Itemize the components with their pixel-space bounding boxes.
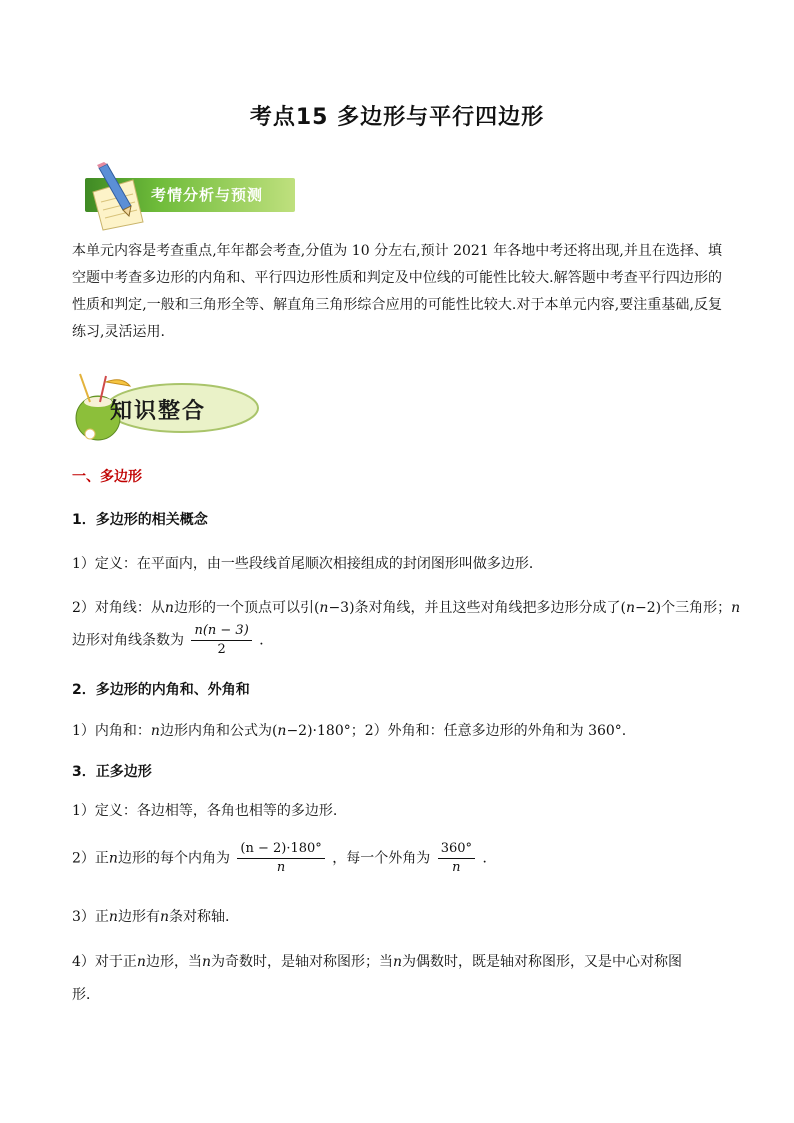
symmetry-axis-line: 3）正n边形有n条对称轴. xyxy=(72,909,230,925)
definition-line: 1）定义：在平面内，由一些段线首尾顺次相接组成的封闭图形叫做多边形． xyxy=(72,556,543,572)
subsection-heading: 1．多边形的相关概念 xyxy=(72,512,208,528)
badge-label: 知识整合 xyxy=(110,398,207,424)
angle-sum-line: 1）内角和：n边形内角和公式为(n−2)·180°；2）外角和：任意多边形的外角和为 360°. xyxy=(72,723,627,739)
diagonal-count-fraction: $\frac{n(n - 3)}{2}$ xyxy=(191,622,251,659)
diagonal-count-line: 边形对角线条数为 $\frac{n(n - 3)}{2}$ ． xyxy=(72,623,274,657)
symmetry-type-line: 4）对于正n边形，当n为奇数时，是轴对称图形；当n为偶数时，既是轴对称图形，又是中心对称图 xyxy=(72,954,683,970)
page-title: 考点15 多边形与平行四边形 xyxy=(249,105,545,130)
pencil-paper-icon xyxy=(85,162,155,232)
subsection-heading: 2．多边形的内角和、外角和 xyxy=(72,682,250,698)
badge-label: 考情分析与预测 xyxy=(151,186,264,204)
regular-polygon-definition: 1）定义：各边相等，各角也相等的多边形. xyxy=(72,803,338,819)
knowledge-badge xyxy=(70,372,260,444)
interior-angle-fraction: $\frac{(n - 2)\cdot 180^\circ}{n}$ xyxy=(237,840,324,877)
section-heading: 一、多边形 xyxy=(72,469,142,485)
diagonal-line: 2）对角线：从n边形的一个顶点可以引(n−3)条对角线，并且这些对角线把多边形分成了(n−2)个三角形；n xyxy=(72,600,741,616)
exterior-angle-fraction: $\frac{360^\circ}{n}$ xyxy=(438,840,475,877)
subsection-heading: 3．正多边形 xyxy=(72,764,152,780)
intro-paragraph: 本单元内容是考查重点,年年都会考查,分值为 10 分左右,预计 2021 年各地中考还将出现,并且在选择、填空题中考查多边形的内角和、平行四边形性质和判定及中位线的可能性比较大.解答题中考查平行四边形的性质和判定,一般和三角形全等、解直角三角形综合应用的可能性比较大.对于本单元内容,要注重基础,反复练习,灵活运用. xyxy=(72,243,722,340)
interior-angle-line: 2）正n边形的每个内角为 $\frac{(n - 2)\cdot 180^\circ}{n}$ ，每一个外角为 $\frac{360^\circ}{n}$ ． xyxy=(72,841,497,875)
analysis-badge xyxy=(85,162,299,232)
symmetry-type-line-end: 形． xyxy=(72,987,100,1003)
